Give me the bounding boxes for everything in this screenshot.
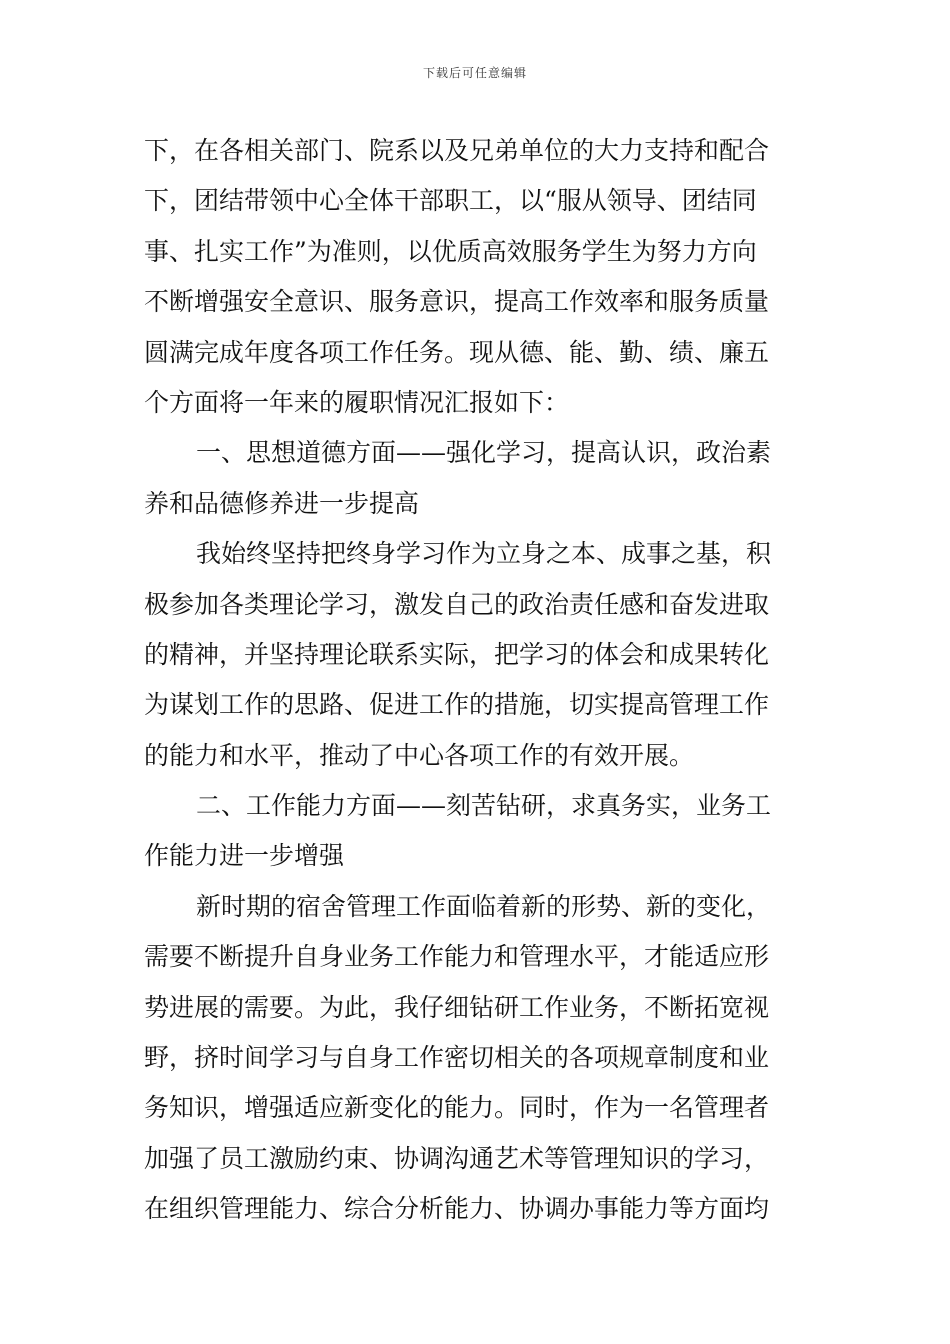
section-heading-line: 作能力进一步增强 bbox=[144, 841, 345, 871]
text-line: 事、扎实工作”为准则，以优质高效服务学生为努力方向 bbox=[144, 236, 757, 266]
section-heading-line: 养和品德修养进一步提高 bbox=[144, 488, 420, 518]
text-line: 的能力和水平，推动了中心各项工作的有效开展。 bbox=[144, 740, 695, 770]
text-line: 加强了员工激励约束、协调沟通艺术等管理知识的学习， bbox=[144, 1143, 770, 1173]
text-line: 野，挤时间学习与自身工作密切相关的各项规章制度和业 bbox=[144, 1043, 770, 1073]
page-header: 下载后可任意编辑 bbox=[422, 66, 527, 80]
text-line: 的精神，并坚持理论联系实际，把学习的体会和成果转化 bbox=[144, 639, 770, 669]
text-line: 我始终坚持把终身学习作为立身之本、成事之基，积 bbox=[196, 539, 772, 569]
text-line: 在组织管理能力、综合分析能力、协调办事能力等方面均 bbox=[144, 1194, 770, 1224]
section-heading-line: 二、工作能力方面——刻苦钻研，求真务实，业务工 bbox=[196, 791, 772, 821]
text-line: 势进展的需要。为此，我仔细钻研工作业务，不断拓宽视 bbox=[144, 992, 770, 1022]
text-line: 极参加各类理论学习，激发自己的政治责任感和奋发进取 bbox=[144, 589, 770, 619]
text-line: 新时期的宿舍管理工作面临着新的形势、新的变化， bbox=[196, 891, 772, 921]
text-line: 下，团结带领中心全体干部职工，以“服从领导、团结同 bbox=[144, 186, 757, 216]
text-line: 需要不断提升自身业务工作能力和管理水平，才能适应形 bbox=[144, 942, 770, 972]
text-line: 下，在各相关部门、院系以及兄弟单位的大力支持和配合 bbox=[144, 136, 770, 165]
text-line: 圆满完成年度各项工作任务。现从德、能、勤、绩、廉五 bbox=[144, 337, 770, 367]
text-line: 务知识，增强适应新变化的能力。同时，作为一名管理者 bbox=[144, 1093, 770, 1123]
text-line: 不断增强安全意识、服务意识，提高工作效率和服务质量 bbox=[144, 287, 770, 317]
document-body bbox=[144, 126, 808, 1235]
text-line: 个方面将一年来的履职情况汇报如下： bbox=[144, 387, 570, 417]
text-line: 为谋划工作的思路、促进工作的措施，切实提高管理工作 bbox=[144, 690, 770, 720]
section-heading-line: 一、思想道德方面——强化学习，提高认识，政治素 bbox=[196, 438, 772, 468]
